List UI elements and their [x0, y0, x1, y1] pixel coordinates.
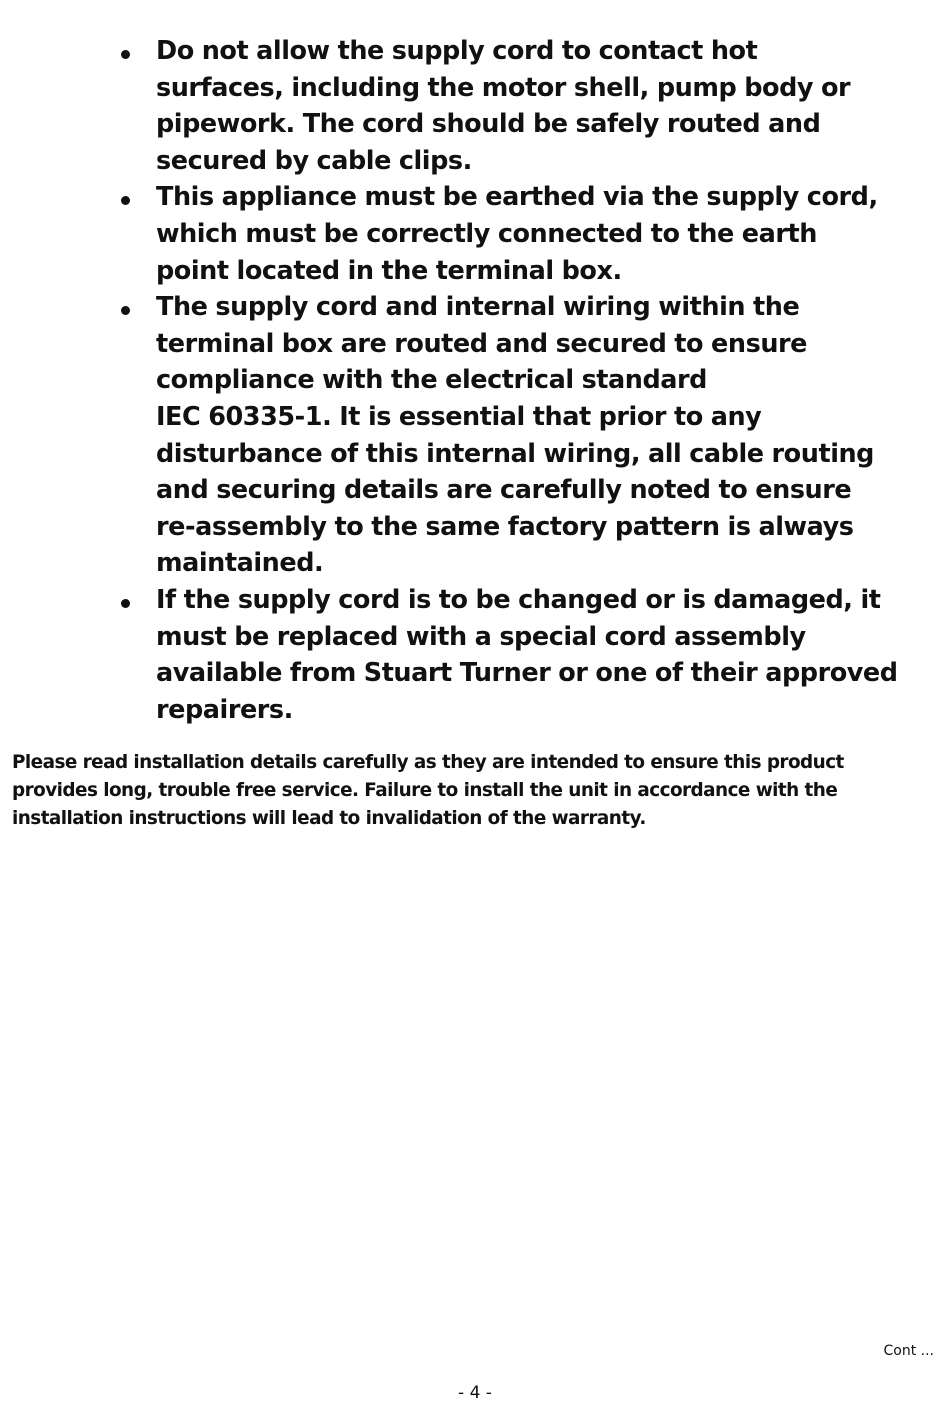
safety-bullet-list	[0, 33, 930, 728]
safety-bullet-text: Do not allow the supply cord to contact hot surfaces, including the motor shell, pump body or pipework. The cord should be safely routed and secured by cable clips.	[156, 36, 851, 176]
safety-bullet-item	[0, 179, 930, 289]
bullet-icon	[121, 50, 130, 59]
safety-bullet-item	[0, 582, 930, 728]
bullet-icon	[121, 306, 130, 315]
safety-bullet-item	[0, 33, 930, 179]
installation-notice: Please read installation details carefully as they are intended to ensure this product provides long, trouble free service. Failure to install the unit in accordance with the installation instructions will lead to invalidation of the warranty.	[12, 752, 844, 829]
safety-bullet-text: If the supply cord is to be changed or is damaged, it must be replaced with a special cord assembly available from Stuart Turner or one of their approved repairers.	[156, 584, 898, 725]
bullet-icon	[121, 599, 130, 608]
safety-bullet-text: The supply cord and internal wiring within the terminal box are routed and secured to ensure compliance with the electrical standard IEC 60335-1. It is essential that prior to any disturbance of this internal wiring, all cable routing and securing details are carefully noted to ensure re-assembly to the same factory pattern is always maintained.	[156, 292, 874, 579]
continued-label: Cont ...	[883, 1343, 934, 1359]
safety-bullet-text: This appliance must be earthed via the supply cord, which must be correctly connected to the earth point located in the terminal box.	[156, 182, 878, 286]
bullet-icon	[121, 196, 130, 205]
safety-bullet-item	[0, 289, 930, 582]
page-number: - 4 -	[458, 1383, 492, 1403]
